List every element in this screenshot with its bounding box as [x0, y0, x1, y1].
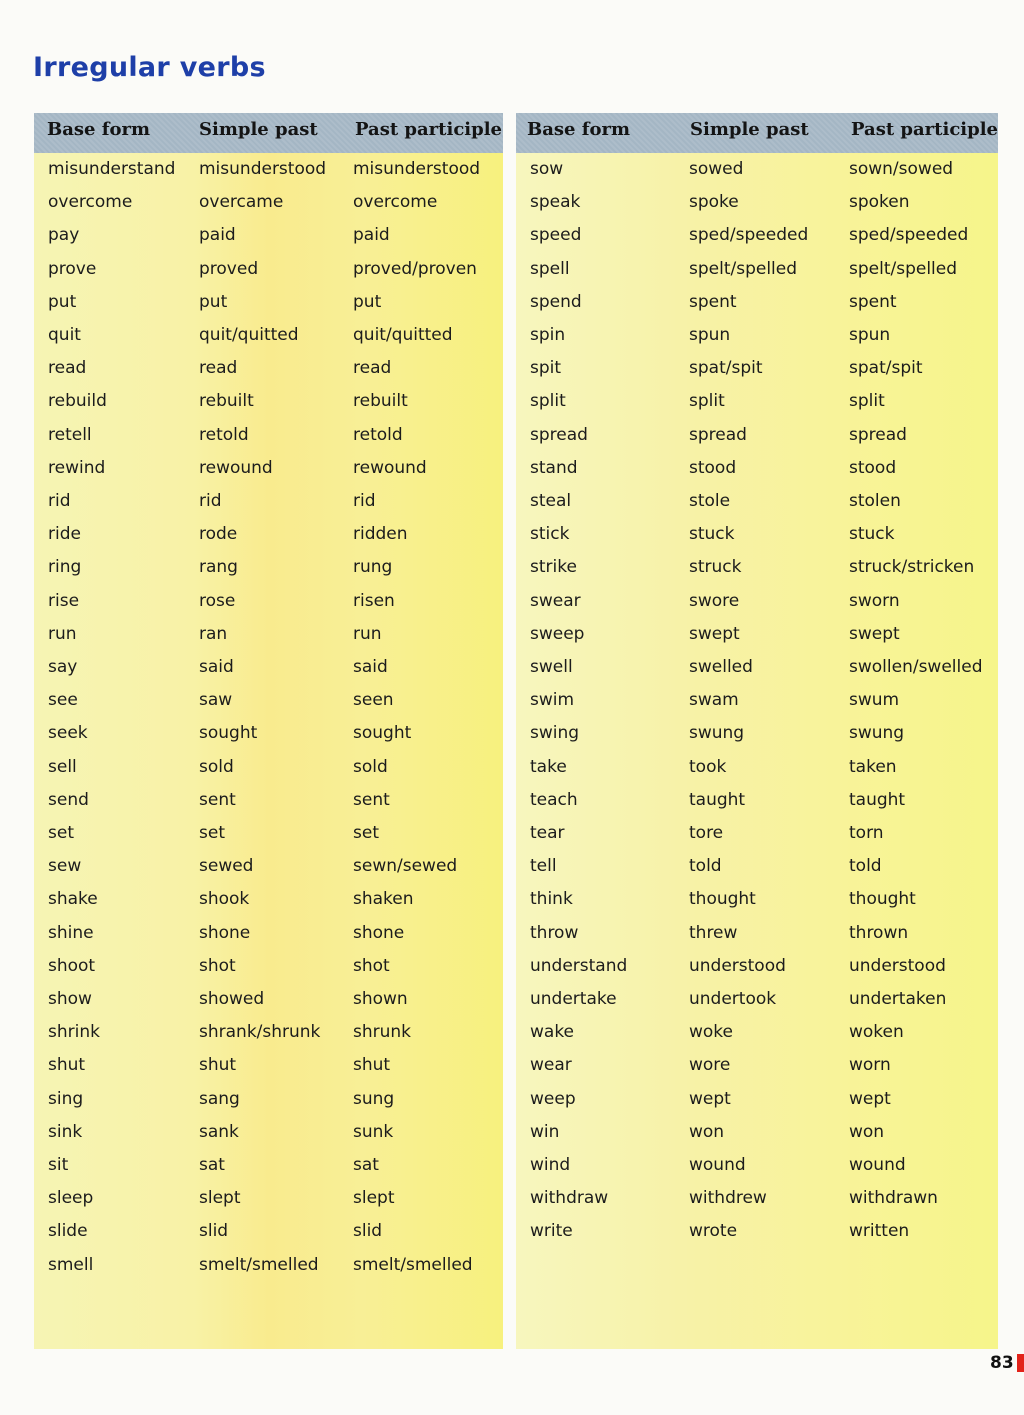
header-base-form: Base form	[47, 119, 151, 140]
cell-simple-past: quit/quitted	[199, 325, 299, 345]
cell-simple-past: read	[199, 358, 238, 379]
table-row	[516, 983, 998, 1016]
cell-base-form: spend	[530, 291, 582, 312]
table-row	[516, 1149, 998, 1182]
cell-simple-past: set	[199, 823, 225, 843]
cell-base-form: think	[530, 889, 573, 910]
cell-base-form: seek	[48, 723, 88, 744]
left-verb-table	[34, 113, 503, 1349]
cell-simple-past: sank	[199, 1121, 239, 1142]
table-row	[34, 551, 503, 584]
cell-simple-past: rang	[199, 557, 238, 578]
header-simple-past: Simple past	[199, 119, 318, 140]
cell-base-form: withdraw	[530, 1188, 609, 1209]
cell-base-form: see	[48, 690, 78, 711]
cell-simple-past: rose	[199, 590, 236, 611]
cell-base-form: slide	[48, 1221, 88, 1242]
table-row	[34, 784, 503, 817]
cell-past-participle: seen	[353, 690, 394, 711]
cell-simple-past: sat	[199, 1155, 225, 1175]
cell-base-form: ring	[48, 557, 82, 578]
cell-past-participle: withdrawn	[849, 1188, 938, 1209]
cell-past-participle: woken	[849, 1022, 904, 1043]
cell-simple-past: sold	[199, 756, 234, 777]
cell-simple-past: paid	[199, 225, 236, 246]
cell-base-form: rid	[48, 491, 71, 511]
cell-simple-past: thought	[689, 889, 756, 910]
cell-past-participle: worn	[849, 1055, 891, 1076]
table-row	[34, 850, 503, 883]
cell-simple-past: slept	[199, 1188, 241, 1209]
table-row	[34, 186, 503, 219]
table-row	[516, 684, 998, 717]
cell-base-form: smell	[48, 1254, 94, 1275]
cell-base-form: swell	[530, 657, 573, 677]
cell-past-participle: swum	[849, 690, 900, 711]
table-row	[516, 751, 998, 784]
cell-simple-past: smelt/smelled	[199, 1254, 319, 1275]
cell-base-form: shrink	[48, 1022, 100, 1043]
cell-past-participle: sold	[353, 756, 388, 777]
cell-simple-past: stole	[689, 491, 731, 511]
cell-simple-past: overcame	[199, 192, 284, 213]
cell-past-participle: taken	[849, 756, 897, 777]
table-row	[34, 751, 503, 784]
table-row	[516, 1215, 998, 1248]
cell-simple-past: took	[689, 756, 727, 777]
cell-past-participle: risen	[353, 590, 395, 611]
cell-base-form: rewind	[48, 457, 106, 478]
cell-past-participle: stuck	[849, 524, 895, 545]
cell-simple-past: retold	[199, 424, 249, 445]
cell-past-participle: rebuilt	[353, 391, 408, 412]
cell-base-form: sweep	[530, 623, 585, 644]
cell-simple-past: sowed	[689, 159, 744, 179]
cell-base-form: wind	[530, 1155, 571, 1175]
cell-simple-past: sped/speeded	[689, 225, 809, 246]
cell-past-participle: struck/stricken	[849, 557, 975, 578]
cell-past-participle: wound	[849, 1155, 906, 1175]
cell-simple-past: understood	[689, 955, 786, 976]
cell-base-form: tear	[530, 823, 565, 843]
cell-past-participle: rung	[353, 557, 393, 578]
cell-past-participle: read	[353, 358, 392, 379]
table-row	[516, 1083, 998, 1116]
cell-past-participle: sewn/sewed	[353, 856, 458, 877]
cell-past-participle: misunderstood	[353, 159, 481, 179]
cell-simple-past: woke	[689, 1022, 734, 1043]
cell-simple-past: withdrew	[689, 1188, 767, 1209]
cell-simple-past: sent	[199, 789, 236, 810]
cell-past-participle: sought	[353, 723, 412, 744]
page-number: 83	[990, 1353, 1014, 1373]
cell-simple-past: swam	[689, 690, 739, 711]
table-row	[516, 1049, 998, 1082]
cell-past-participle: spoken	[849, 192, 910, 213]
cell-past-participle: told	[849, 856, 882, 877]
cell-simple-past: swore	[689, 590, 740, 611]
cell-simple-past: spun	[689, 325, 731, 345]
cell-base-form: ride	[48, 524, 81, 545]
cell-simple-past: told	[689, 856, 722, 877]
cell-past-participle: quit/quitted	[353, 325, 453, 345]
cell-base-form: shoot	[48, 955, 96, 976]
cell-base-form: stick	[530, 524, 570, 545]
cell-past-participle: thrown	[849, 922, 909, 943]
cell-base-form: undertake	[530, 989, 617, 1009]
cell-base-form: spin	[530, 325, 566, 345]
table-row	[516, 419, 998, 452]
cell-simple-past: wound	[689, 1155, 746, 1175]
table-row	[34, 983, 503, 1016]
cell-past-participle: sent	[353, 789, 390, 810]
table-row	[34, 1016, 503, 1049]
table-header	[34, 113, 503, 153]
cell-base-form: rise	[48, 590, 80, 611]
cell-simple-past: put	[199, 291, 228, 312]
cell-past-participle: sworn	[849, 590, 900, 611]
table-row	[516, 186, 998, 219]
table-row	[516, 585, 998, 618]
table-row	[34, 651, 503, 684]
table-row	[34, 385, 503, 418]
cell-past-participle: shown	[353, 989, 408, 1009]
cell-base-form: speak	[530, 192, 581, 213]
table-row	[516, 1182, 998, 1215]
cell-base-form: sit	[48, 1155, 69, 1175]
cell-base-form: stand	[530, 457, 578, 478]
cell-base-form: rebuild	[48, 391, 107, 412]
cell-base-form: retell	[48, 424, 92, 445]
cell-base-form: set	[48, 823, 74, 843]
cell-base-form: show	[48, 989, 92, 1009]
cell-simple-past: sang	[199, 1088, 240, 1109]
table-row	[34, 253, 503, 286]
cell-simple-past: rewound	[199, 457, 273, 478]
cell-simple-past: sewed	[199, 856, 254, 877]
cell-past-participle: won	[849, 1121, 885, 1142]
header-past-participle: Past participle	[355, 119, 502, 140]
table-row	[516, 717, 998, 750]
table-row	[516, 1116, 998, 1149]
cell-base-form: weep	[530, 1088, 576, 1109]
cell-simple-past: wrote	[689, 1221, 738, 1242]
cell-simple-past: stuck	[689, 524, 735, 545]
cell-simple-past: threw	[689, 922, 738, 943]
table-row	[34, 1049, 503, 1082]
cell-past-participle: shone	[353, 922, 405, 943]
cell-simple-past: wore	[689, 1055, 731, 1076]
cell-past-participle: paid	[353, 225, 390, 246]
cell-base-form: split	[530, 391, 566, 412]
cell-past-participle: rewound	[353, 457, 427, 478]
cell-base-form: send	[48, 789, 89, 810]
table-row	[516, 784, 998, 817]
cell-base-form: wear	[530, 1055, 572, 1076]
cell-base-form: misunderstand	[48, 159, 176, 179]
cell-simple-past: sought	[199, 723, 258, 744]
cell-base-form: shine	[48, 922, 94, 943]
cell-simple-past: saw	[199, 690, 233, 711]
page-title: Irregular verbs	[33, 52, 266, 83]
cell-base-form: sing	[48, 1088, 84, 1109]
cell-base-form: take	[530, 756, 567, 777]
table-row	[34, 219, 503, 252]
cell-past-participle: overcome	[353, 192, 438, 213]
table-row	[516, 286, 998, 319]
cell-simple-past: rid	[199, 491, 222, 511]
table-row	[34, 419, 503, 452]
cell-base-form: sleep	[48, 1188, 94, 1209]
table-row	[516, 153, 998, 186]
table-row	[34, 286, 503, 319]
table-row	[516, 385, 998, 418]
cell-past-participle: said	[353, 657, 388, 677]
cell-base-form: shut	[48, 1055, 86, 1076]
cell-base-form: spell	[530, 258, 570, 279]
cell-base-form: spread	[530, 424, 588, 445]
cell-base-form: speed	[530, 225, 582, 246]
cell-past-participle: slept	[353, 1188, 395, 1209]
cell-base-form: swim	[530, 690, 575, 711]
table-row	[516, 883, 998, 916]
cell-simple-past: slid	[199, 1221, 229, 1242]
table-row	[34, 319, 503, 352]
cell-past-participle: spread	[849, 424, 907, 445]
cell-base-form: read	[48, 358, 87, 379]
cell-base-form: swear	[530, 590, 581, 611]
cell-past-participle: written	[849, 1221, 910, 1242]
cell-past-participle: swept	[849, 623, 900, 644]
cell-simple-past: showed	[199, 989, 265, 1009]
table-row	[34, 1149, 503, 1182]
cell-base-form: strike	[530, 557, 577, 578]
cell-past-participle: spat/spit	[849, 358, 923, 379]
cell-past-participle: sung	[353, 1088, 395, 1109]
cell-past-participle: swung	[849, 723, 905, 744]
cell-simple-past: rebuilt	[199, 391, 254, 412]
cell-simple-past: shook	[199, 889, 250, 910]
cell-past-participle: stolen	[849, 491, 901, 511]
cell-simple-past: ran	[199, 623, 228, 644]
cell-simple-past: swept	[689, 623, 740, 644]
cell-simple-past: rode	[199, 524, 238, 545]
cell-simple-past: misunderstood	[199, 159, 327, 179]
cell-base-form: understand	[530, 955, 628, 976]
cell-base-form: sell	[48, 756, 77, 777]
table-row	[34, 717, 503, 750]
cell-simple-past: spoke	[689, 192, 739, 213]
table-row	[34, 153, 503, 186]
cell-base-form: run	[48, 623, 77, 644]
cell-past-participle: sat	[353, 1155, 379, 1175]
cell-simple-past: shot	[199, 955, 236, 976]
cell-past-participle: shaken	[353, 889, 414, 910]
header-base-form: Base form	[527, 119, 631, 140]
cell-simple-past: said	[199, 657, 234, 677]
table-row	[516, 485, 998, 518]
table-row	[516, 352, 998, 385]
cell-base-form: overcome	[48, 192, 133, 213]
cell-simple-past: undertook	[689, 989, 777, 1009]
cell-past-participle: set	[353, 823, 379, 843]
table-row	[34, 1182, 503, 1215]
page-marker	[1017, 1354, 1024, 1372]
table-row	[34, 1083, 503, 1116]
cell-past-participle: proved/proven	[353, 258, 477, 279]
table-row	[34, 352, 503, 385]
cell-simple-past: spelt/spelled	[689, 258, 798, 279]
cell-simple-past: spat/spit	[689, 358, 763, 379]
table-row	[34, 485, 503, 518]
table-row	[516, 518, 998, 551]
cell-past-participle: shut	[353, 1055, 391, 1076]
cell-simple-past: won	[689, 1121, 725, 1142]
cell-past-participle: wept	[849, 1088, 891, 1109]
cell-base-form: swing	[530, 723, 580, 744]
cell-past-participle: swollen/swelled	[849, 657, 983, 677]
cell-simple-past: split	[689, 391, 725, 412]
cell-past-participle: sown/sowed	[849, 159, 954, 179]
cell-simple-past: shone	[199, 922, 251, 943]
cell-simple-past: struck	[689, 557, 742, 578]
table-row	[516, 219, 998, 252]
cell-base-form: win	[530, 1121, 560, 1142]
cell-simple-past: stood	[689, 457, 737, 478]
cell-base-form: put	[48, 291, 77, 312]
table-row	[34, 817, 503, 850]
cell-base-form: say	[48, 657, 78, 677]
table-row	[34, 684, 503, 717]
table-row	[34, 883, 503, 916]
table-row	[516, 1016, 998, 1049]
cell-past-participle: spun	[849, 325, 891, 345]
table-row	[34, 585, 503, 618]
cell-base-form: wake	[530, 1022, 575, 1043]
cell-past-participle: split	[849, 391, 885, 412]
cell-base-form: sow	[530, 159, 564, 179]
table-row	[516, 452, 998, 485]
cell-simple-past: shrank/shrunk	[199, 1022, 321, 1043]
cell-past-participle: sunk	[353, 1121, 394, 1142]
table-row	[34, 1116, 503, 1149]
cell-simple-past: taught	[689, 789, 746, 810]
cell-base-form: pay	[48, 225, 80, 246]
cell-simple-past: wept	[689, 1088, 731, 1109]
cell-simple-past: tore	[689, 823, 724, 843]
cell-simple-past: swelled	[689, 657, 753, 677]
cell-past-participle: spelt/spelled	[849, 258, 958, 279]
cell-past-participle: understood	[849, 955, 946, 976]
cell-base-form: sink	[48, 1121, 83, 1142]
table-row	[516, 651, 998, 684]
cell-past-participle: shrunk	[353, 1022, 412, 1043]
table-header	[516, 113, 998, 153]
cell-base-form: write	[530, 1221, 573, 1242]
cell-base-form: spit	[530, 358, 562, 379]
cell-base-form: prove	[48, 258, 97, 279]
cell-simple-past: proved	[199, 258, 259, 279]
cell-past-participle: ridden	[353, 524, 408, 545]
table-row	[34, 917, 503, 950]
table-row	[34, 518, 503, 551]
table-row	[516, 950, 998, 983]
table-row	[516, 618, 998, 651]
cell-base-form: tell	[530, 856, 557, 877]
cell-simple-past: swung	[689, 723, 745, 744]
header-simple-past: Simple past	[690, 119, 809, 140]
cell-past-participle: undertaken	[849, 989, 947, 1009]
cell-past-participle: retold	[353, 424, 403, 445]
header-past-participle: Past participle	[851, 119, 998, 140]
cell-base-form: sew	[48, 856, 82, 877]
cell-past-participle: thought	[849, 889, 916, 910]
cell-past-participle: shot	[353, 955, 390, 976]
table-row	[516, 551, 998, 584]
table-row	[516, 850, 998, 883]
table-row	[34, 1215, 503, 1248]
cell-simple-past: shut	[199, 1055, 237, 1076]
cell-past-participle: stood	[849, 457, 897, 478]
cell-base-form: quit	[48, 325, 81, 345]
table-row	[34, 950, 503, 983]
cell-past-participle: spent	[849, 291, 897, 312]
cell-base-form: steal	[530, 491, 572, 511]
cell-base-form: throw	[530, 922, 579, 943]
cell-past-participle: rid	[353, 491, 376, 511]
cell-past-participle: torn	[849, 823, 884, 843]
cell-past-participle: sped/speeded	[849, 225, 969, 246]
cell-past-participle: run	[353, 623, 382, 644]
cell-past-participle: smelt/smelled	[353, 1254, 473, 1275]
cell-base-form: teach	[530, 789, 578, 810]
cell-past-participle: slid	[353, 1221, 383, 1242]
table-row	[34, 452, 503, 485]
table-row	[34, 618, 503, 651]
cell-past-participle: taught	[849, 789, 906, 810]
table-row	[516, 817, 998, 850]
cell-simple-past: spent	[689, 291, 737, 312]
table-row	[516, 253, 998, 286]
table-row	[34, 1249, 503, 1282]
table-row	[516, 319, 998, 352]
right-verb-table	[516, 113, 998, 1349]
cell-past-participle: put	[353, 291, 382, 312]
cell-base-form: shake	[48, 889, 98, 910]
cell-simple-past: spread	[689, 424, 747, 445]
table-row	[516, 917, 998, 950]
